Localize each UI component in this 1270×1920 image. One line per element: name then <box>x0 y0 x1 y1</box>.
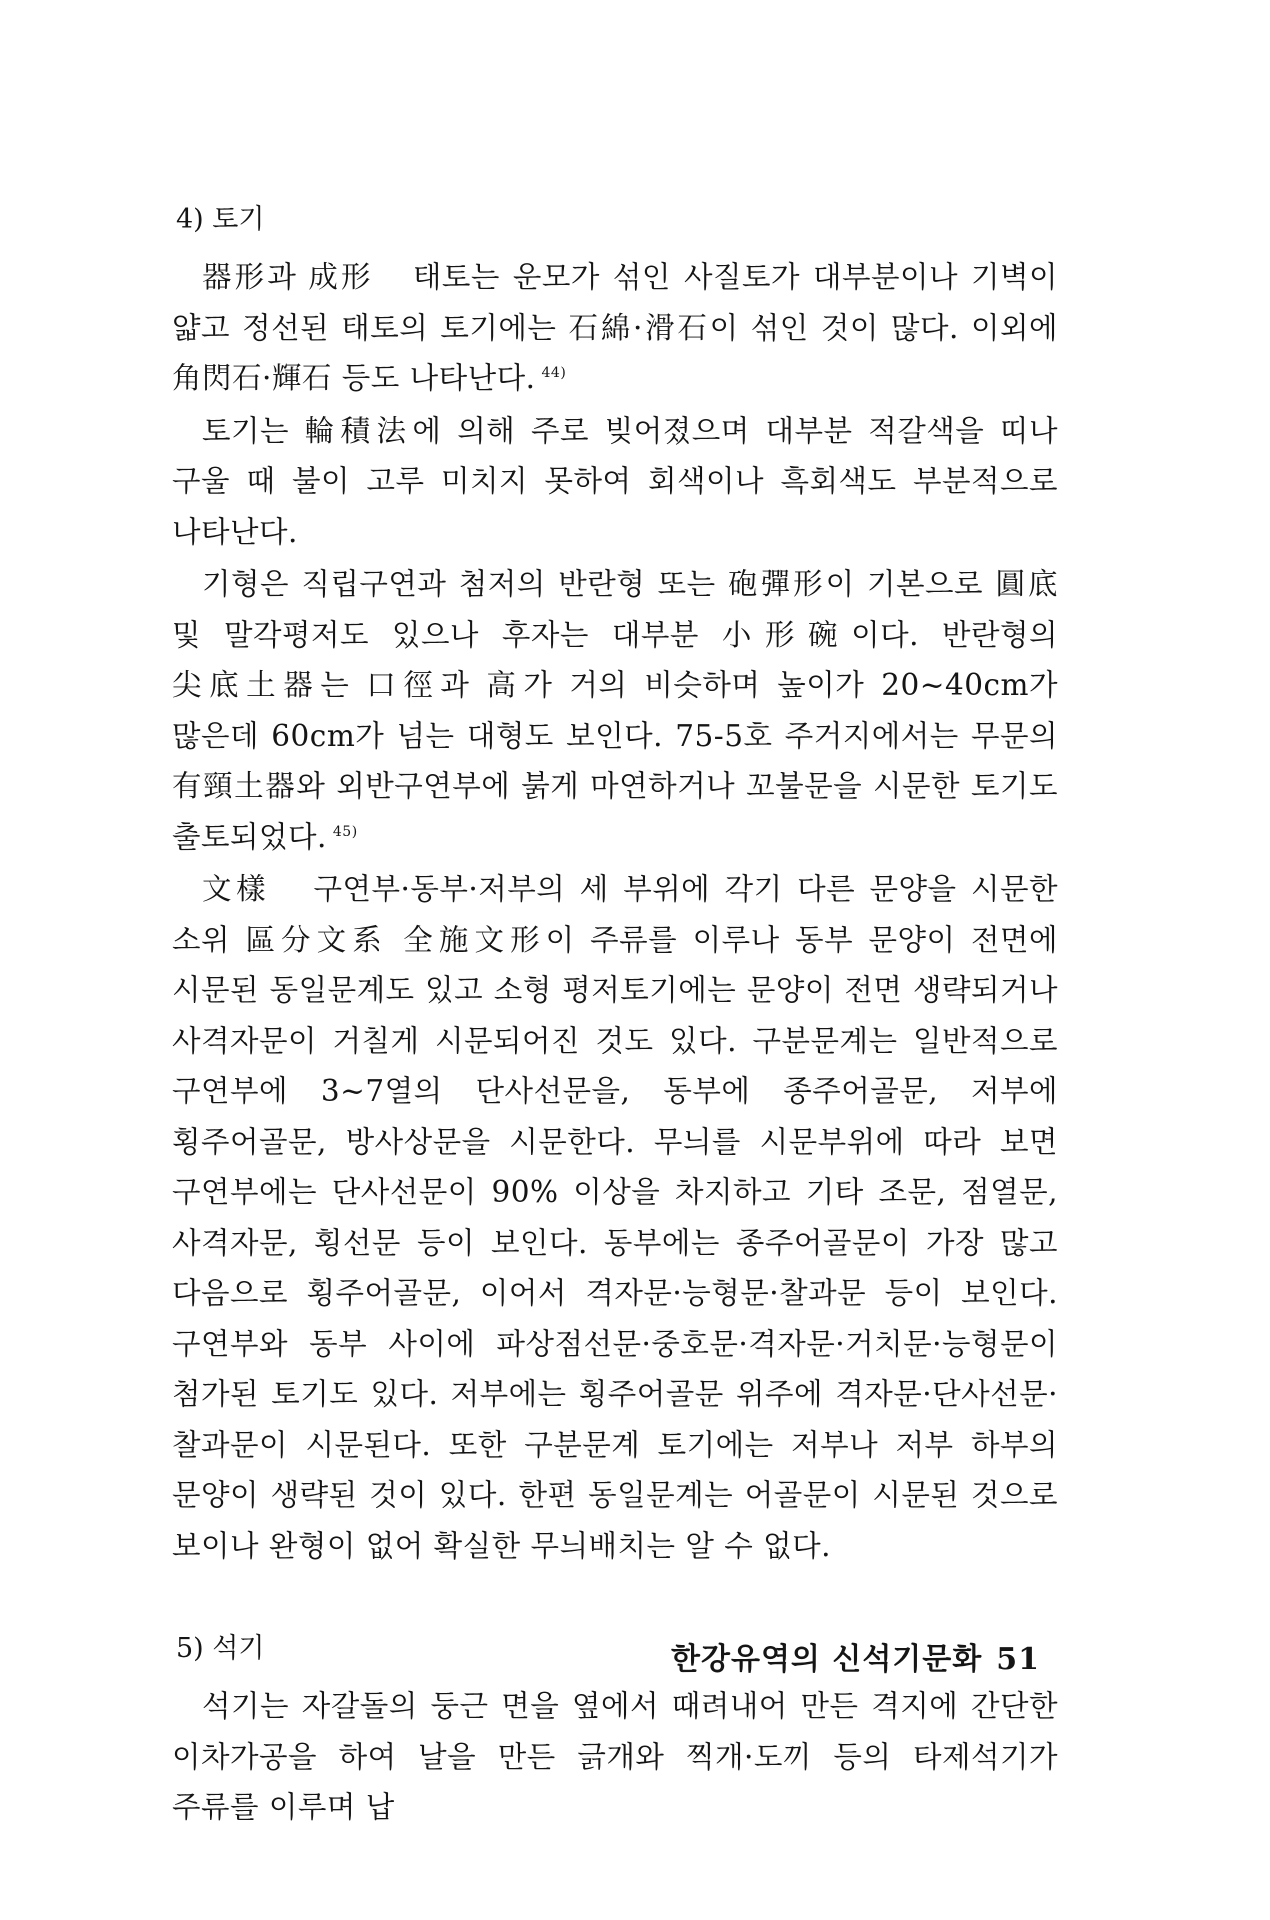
page-body <box>172 200 1058 1835</box>
section-spacer <box>172 1573 1058 1629</box>
page-number: 51 <box>996 1642 1040 1677</box>
paragraph-vessel-form <box>172 252 1058 404</box>
paragraph-text: 기형은 직립구연과 첨저의 반란형 또는 砲彈形이 기본으로 圓底 및 말각평저도 있으나 후자는 대부분 小形碗이다. 반란형의 尖底土器는 口徑과 高가 거의 비슷하며 높이가 20~40cm가 많은데 60cm가 넘는 대형도 보인다. 75-5호 주거지에서는 무문의 有頸土器와 외반구연부에 붉게 마연하거나 꼬불문을 시문한 토기도 출토되었다. <box>172 567 1058 854</box>
paragraph-shape <box>172 559 1058 862</box>
footer-title: 한강유역의 신석기문화 <box>671 1642 983 1677</box>
footnote-marker: 45) <box>332 823 358 840</box>
paragraph-patterns <box>172 864 1058 1571</box>
paragraph-term: 文樣 <box>202 872 271 906</box>
paragraph-firing <box>172 406 1058 558</box>
paragraph-term: 器形과 成形 <box>202 260 374 294</box>
paragraph-text: 구연부·동부·저부의 세 부위에 각기 다른 문양을 시문한 소위 區分文系 全施文形이 주류를 이루나 동부 문양이 전면에 시문된 동일문계도 있고 소형 평저토기에는 문양이 전면 생략되거나 사격자문이 거칠게 시문되어진 것도 있다. 구분문계는 일반적으로 구연부에 3~7열의 단사선문을, 동부에 종주어골문, 저부에 횡주어골문, 방사상문을 시문한다. 무늬를 시문부위에 따라 보면 구연부에는 단사선문이 90% 이상을 차지하고 기타 조문, 점열문, 사격자문, 횡선문 등이 보인다. 동부에는 종주어골문이 가장 많고 다음으로 횡주어골문, 이어서 격자문·능형문·찰과문 등이 보인다. 구연부와 동부 사이에 파상점선문·중호문·격자문·거치문·능형문이 첨가된 토기도 있다. 저부에는 횡주어골문 위주에 격자문·단사선문·찰과문이 시문된다. 또한 구분문계 토기에는 저부나 저부 하부의 문양이 생략된 것이 있다. 한편 동일문계는 어골문이 시문된 것으로 보이나 완형이 없어 확실한 무늬배치는 알 수 없다. <box>172 872 1058 1563</box>
section-heading-stone-tools: 5) 석기 <box>176 1633 265 1664</box>
paragraph-text: 토기는 輪積法에 의해 주로 빚어졌으며 대부분 적갈색을 띠나 구울 때 불이 고루 미치지 못하여 회색이나 흑회색도 부분적으로 나타난다. <box>172 413 1058 549</box>
footnote-marker: 44) <box>541 365 567 382</box>
running-footer <box>671 1634 1040 1678</box>
section-heading-pottery: 4) 토기 <box>176 204 265 235</box>
paragraph-text: 석기는 자갈돌의 둥근 면을 옆에서 때려내어 만든 격지에 간단한 이차가공을 하여 날을 만든 긁개와 찍개·도끼 등의 타제석기가 주류를 이루며 납 <box>172 1689 1058 1824</box>
paragraph-text: 태토는 운모가 섞인 사질토가 대부분이나 기벽이 얇고 정선된 태토의 토기에는 石綿·滑石이 섞인 것이 많다. 이외에 角閃石·輝石 등도 나타난다. <box>172 260 1059 395</box>
paragraph-stone-tools <box>172 1681 1058 1833</box>
